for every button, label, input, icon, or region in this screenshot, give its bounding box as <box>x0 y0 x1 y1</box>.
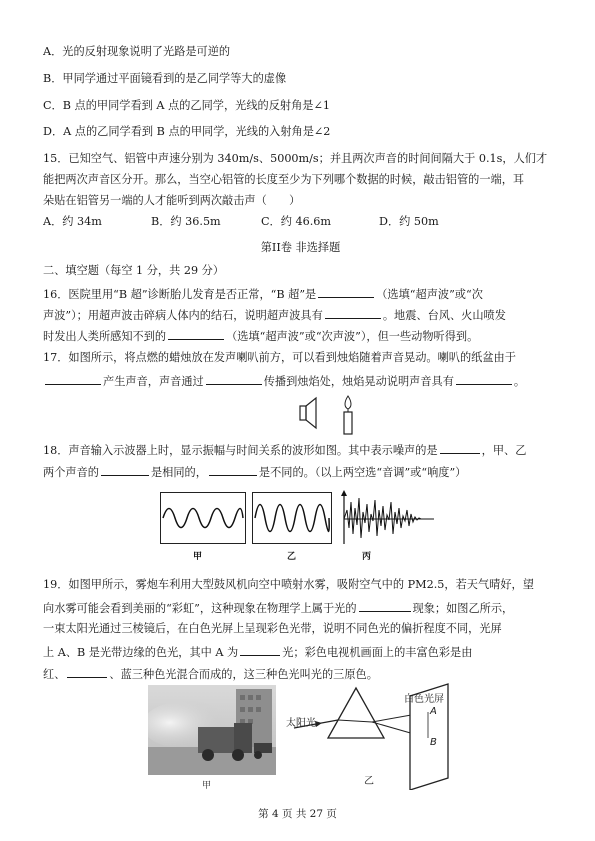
answer-blank[interactable] <box>209 463 257 476</box>
waveform-caption-jia: 甲 <box>193 552 203 562</box>
waveform-jia <box>161 493 245 543</box>
point-a-label: A <box>430 706 437 717</box>
q15-options <box>43 214 558 230</box>
section-title: 第II卷 非选择题 <box>260 241 341 254</box>
waveform-yi-panel <box>252 492 332 544</box>
q16-line-2: 声波”）；用超声波击碎病人体内的结石，说明超声波具有 。地震、台风、火山喷发 <box>43 306 558 324</box>
waveform-yi <box>253 493 331 543</box>
fog-cannon-photo <box>148 685 276 775</box>
figure-caption-jia: 甲 <box>202 781 212 791</box>
waveform-caption-yi: 乙 <box>287 552 297 562</box>
prism-icon <box>328 688 384 738</box>
q15-option-d: D．约 50m <box>379 215 439 228</box>
q15-line-2: 能把两次声音区分开。那么，当空心铝管的长度至少为下列哪个数据的时候，敲击铝管的一端，耳 <box>43 173 525 186</box>
option-a: A．光的反射现象说明了光路是可逆的 <box>43 45 231 58</box>
answer-blank[interactable] <box>440 441 480 454</box>
option-d: D．A 点的乙同学看到 B 点的甲同学，光线的入射角是∠2 <box>43 125 331 138</box>
answer-blank[interactable] <box>359 599 411 612</box>
q18-line-1: 18．声音输入示波器上时，显示振幅与时间关系的波形如图。其中表示噪声的是 ，甲、乙 <box>43 441 558 459</box>
q15-option-c: C．约 46.6m <box>261 215 332 228</box>
answer-blank[interactable] <box>206 372 262 385</box>
answer-blank[interactable] <box>240 643 280 656</box>
q15-line-1: 15．已知空气、铝管中声速分别为 340m/s、5000m/s；并且两次声音的时间间隔大于 0.1s，人们才 <box>43 152 548 165</box>
q19-line-2: 向水雾可能会看到美丽的“彩虹”，这种现象在物理学上属于光的 现象；如图乙所示， <box>43 599 558 617</box>
answer-blank[interactable] <box>325 306 381 319</box>
answer-blank[interactable] <box>101 463 149 476</box>
sunlight-label: 太阳光 <box>286 718 316 729</box>
figure-caption-yi: 乙 <box>364 776 374 787</box>
q19-line-5: 红、 、蓝三种色光混合而成的，这三种色光叫光的三原色。 <box>43 665 558 683</box>
answer-blank[interactable] <box>456 372 512 385</box>
waveform-bing <box>338 490 438 546</box>
q16-line-3: 时发出人类所感知不到的 （选填“超声波”或“次声波”），但一些动物听得到。 <box>43 327 558 345</box>
page-footer: 第 4 页 共 27 页 <box>258 808 337 820</box>
waveform-caption-bing: 丙 <box>362 552 372 562</box>
part-title: 二、填空题（每空 1 分，共 29 分） <box>43 264 225 277</box>
q19-line-3: 一束太阳光通过三棱镜后，在白色光屏上呈现彩色光带，说明不同色光的偏折程度不同，光屏 <box>43 622 502 635</box>
q15-option-b: B．约 36.5m <box>151 215 221 228</box>
q15-line-3: 朵贴在铝管另一端的人才能听到两次敲击声（ ） <box>43 194 301 207</box>
answer-blank[interactable] <box>45 372 101 385</box>
q15-option-a: A．约 34m <box>43 215 102 228</box>
answer-blank[interactable] <box>67 665 107 678</box>
screen-label: 白色光屏 <box>404 694 444 705</box>
speaker-icon <box>300 398 316 428</box>
point-b-label: B <box>430 737 437 748</box>
q16-line-1: 16．医院里用“B 超”诊断胎儿发育是否正常，“B 超”是 （选填“超声波”或“次 <box>43 285 558 303</box>
speaker-candle-figure <box>288 394 368 436</box>
answer-blank[interactable] <box>318 285 374 298</box>
candle-icon <box>344 396 352 434</box>
option-c: C．B 点的甲同学看到 A 点的乙同学，光线的反射角是∠1 <box>43 99 330 112</box>
answer-blank[interactable] <box>168 327 224 340</box>
q19-line-4: 上 A、B 是光带边缘的色光，其中 A 为 光；彩色电视机画面上的丰富色彩是由 <box>43 643 558 661</box>
q19-line-1: 19．如图甲所示，雾炮车利用大型鼓风机向空中喷射水雾，吸附空气中的 PM2.5，若天气晴好，望 <box>43 578 534 591</box>
option-b: B．甲同学通过平面镜看到的是乙同学等大的虚像 <box>43 72 287 85</box>
q18-line-2: 两个声音的 是相同的， 是不同的。（以上两空选“音调”或“响度”） <box>43 463 558 481</box>
q17-line-1: 17．如图所示，将点燃的蜡烛放在发声喇叭前方，可以看到烛焰随着声音晃动。喇叭的纸盆由于 <box>43 351 516 364</box>
waveform-jia-panel <box>160 492 246 544</box>
q17-line-2: 产生声音，声音通过 传播到烛焰处，烛焰晃动说明声音具有 。 <box>43 372 558 390</box>
